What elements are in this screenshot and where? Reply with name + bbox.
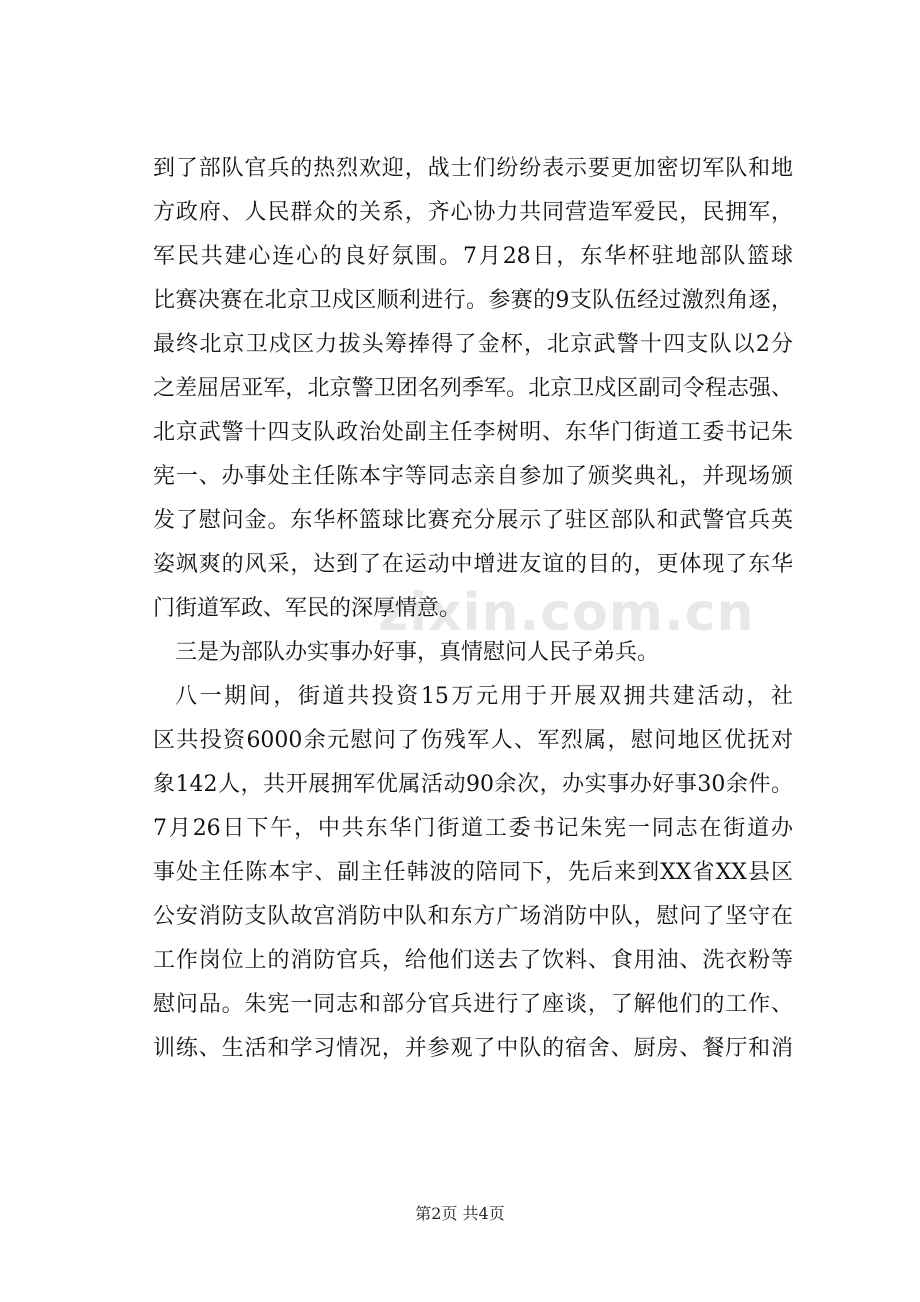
text-line: 宪一、办事处主任陈本宇等同志亲自参加了颁奖典礼，并现场颁 — [153, 464, 793, 489]
text-line: 门街道军政、军民的深厚情意。 — [153, 596, 462, 621]
text-line: 慰问品。朱宪一同志和部分官兵进行了座谈，了解他们的工作、 — [153, 992, 793, 1017]
text-line: 工作岗位上的消防官兵，给他们送去了饮料、食用油、洗衣粉等 — [153, 948, 793, 973]
text-line: 发了慰问金。东华杯篮球比赛充分展示了驻区部队和武警官兵英 — [153, 508, 793, 533]
text-line: 比赛决赛在北京卫戍区顺利进行。参赛的9支队伍经过激烈角逐， — [153, 288, 793, 313]
text-line: 北京武警十四支队政治处副主任李树明、东华门街道工委书记朱 — [153, 420, 793, 445]
text-line: 之差屈居亚军，北京警卫团名列季军。北京卫戍区副司令程志强、 — [153, 376, 793, 401]
text-line: 姿飒爽的风采，达到了在运动中增进友谊的目的，更体现了东华 — [153, 552, 793, 577]
text-line: 训练、生活和学习情况，并参观了中队的宿舍、厨房、餐厅和消 — [153, 1036, 793, 1061]
text-line: 事处主任陈本宇、副主任韩波的陪同下，先后来到XX省XX县区 — [153, 860, 793, 885]
text-line: 军民共建心连心的良好氛围。7月28日，东华杯驻地部队篮球 — [153, 244, 793, 269]
text-line: 八一期间，街道共投资15万元用于开展双拥共建活动，社 — [175, 684, 793, 709]
text-line: 方政府、人民群众的关系，齐心协力共同营造军爱民，民拥军， — [153, 200, 793, 225]
text-line: 最终北京卫戍区力拔头筹捧得了金杯，北京武警十四支队以2分 — [153, 332, 793, 357]
text-line: 到了部队官兵的热烈欢迎，战士们纷纷表示要更加密切军队和地 — [153, 156, 793, 181]
text-line: 区共投资6000余元慰问了伤残军人、军烈属，慰问地区优抚对 — [153, 728, 793, 753]
watermark: zixin.com.cn — [378, 583, 755, 643]
page-footer: 第2页 共4页 — [415, 1204, 505, 1223]
text-line: 公安消防支队故宫消防中队和东方广场消防中队，慰问了坚守在 — [153, 904, 793, 929]
section-heading: 三是为部队办实事办好事，真情慰问人民子弟兵。 — [175, 640, 660, 665]
text-line: 象142人，共开展拥军优属活动90余次，办实事办好事30余件。 — [153, 772, 793, 797]
text-line: 7月26日下午，中共东华门街道工委书记朱宪一同志在街道办 — [153, 816, 793, 841]
